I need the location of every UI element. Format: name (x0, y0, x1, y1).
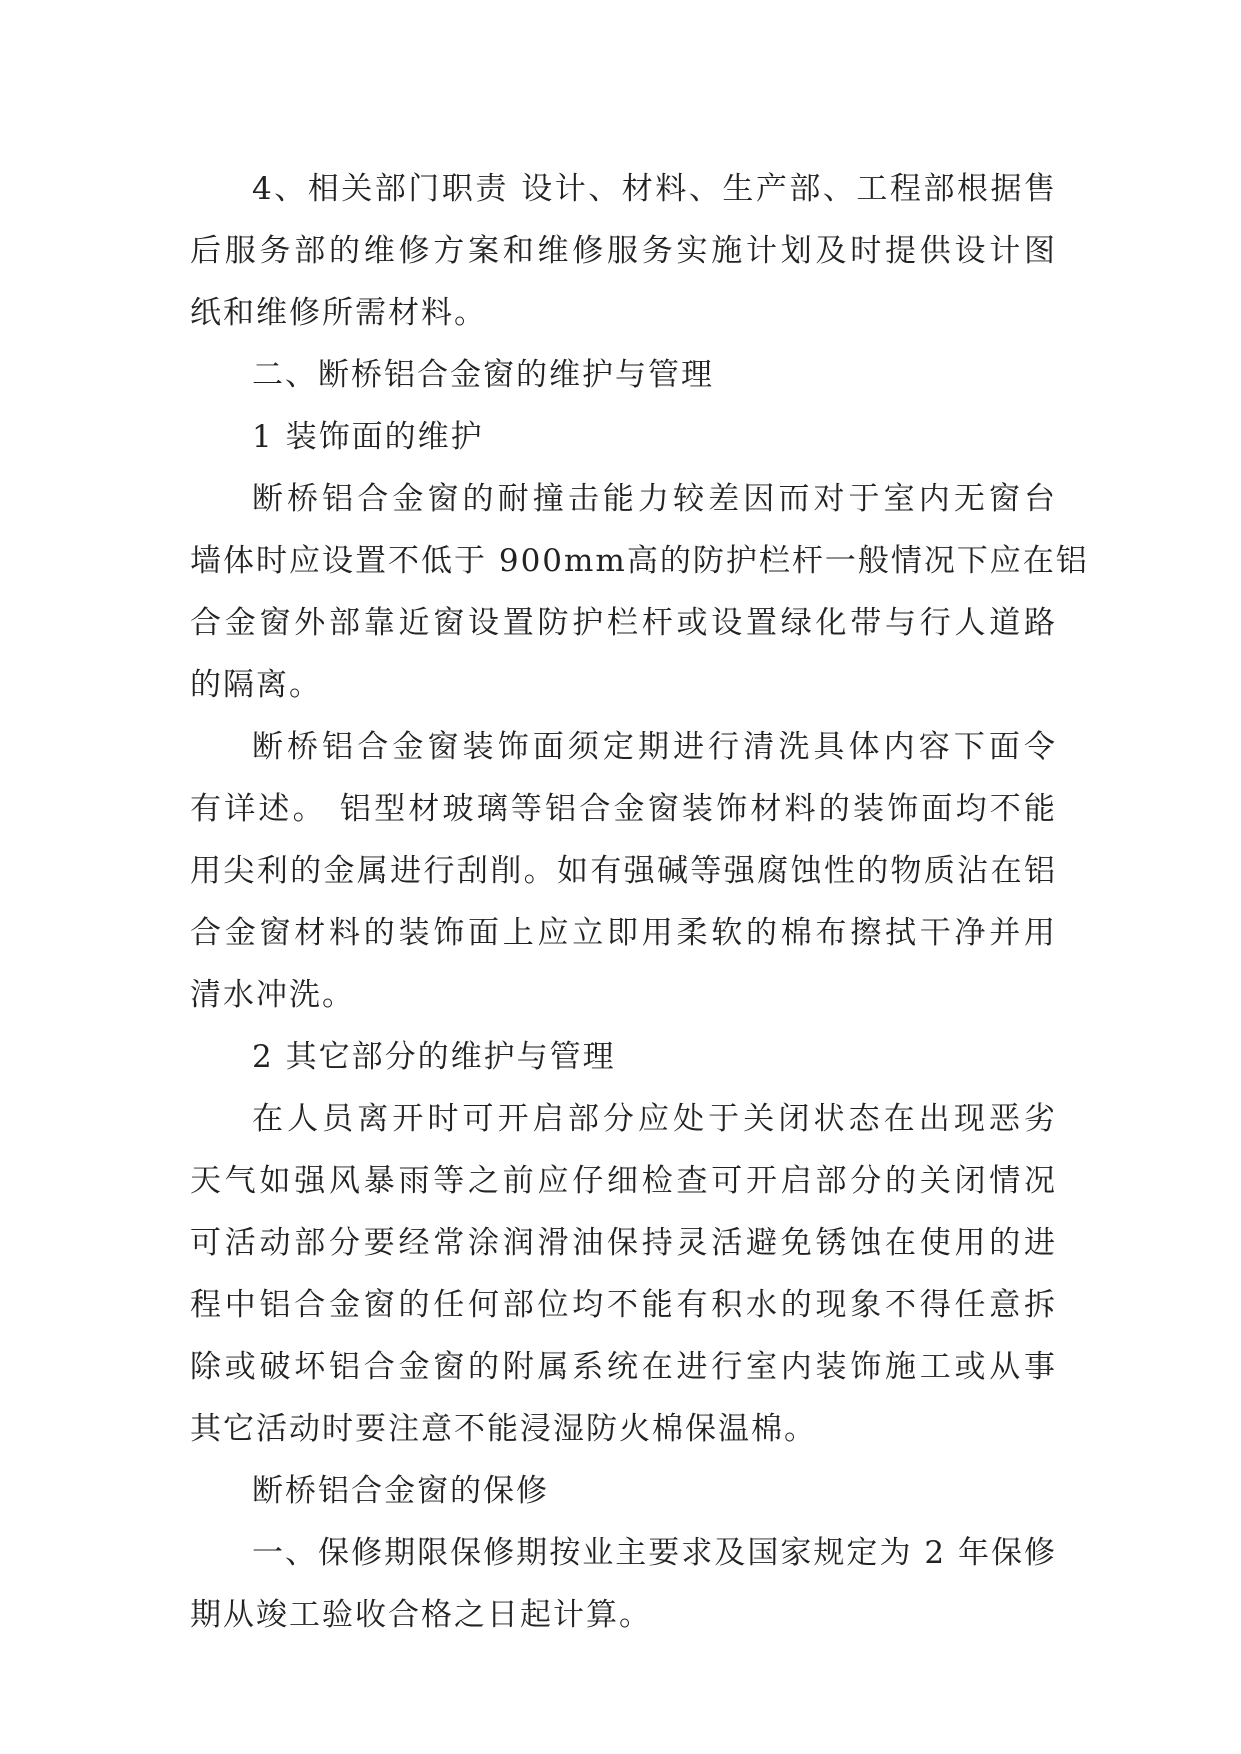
text-line: 1 装饰面的维护 (252, 419, 484, 455)
text-line: 合金窗外部靠近窗设置防护栏杆或设置绿化带与行人道路 (190, 605, 1057, 641)
text-line: 清水冲洗。 (190, 977, 355, 1013)
text-line: 有详述。 铝型材玻璃等铝合金窗装饰材料的装饰面均不能 (190, 791, 1057, 827)
text-line: 合金窗材料的装饰面上应立即用柔软的棉布擦拭干净并用 (190, 915, 1057, 951)
text-line: 在人员离开时可开启部分应处于关闭状态在出现恶劣 (252, 1101, 1057, 1137)
text-line: 期从竣工验收合格之日起计算。 (190, 1597, 652, 1633)
text-line: 4、相关部门职责 设计、材料、生产部、工程部根据售 (252, 171, 1057, 207)
text-line: 2 其它部分的维护与管理 (252, 1039, 616, 1075)
text-line: 墙体时应设置不低于 900mm高的防护栏杆一般情况下应在铝 (190, 543, 1089, 579)
text-line: 的隔离。 (190, 667, 322, 703)
text-line: 断桥铝合金窗的保修 (252, 1473, 549, 1509)
text-line: 除或破坏铝合金窗的附属系统在进行室内装饰施工或从事 (190, 1349, 1057, 1385)
text-line: 后服务部的维修方案和维修服务实施计划及时提供设计图 (190, 233, 1057, 269)
text-line: 用尖利的金属进行刮削。如有强碱等强腐蚀性的物质沾在铝 (190, 853, 1057, 889)
text-line: 程中铝合金窗的任何部位均不能有积水的现象不得任意拆 (190, 1287, 1057, 1323)
text-line: 断桥铝合金窗装饰面须定期进行清洗具体内容下面令 (252, 729, 1057, 765)
text-line: 一、保修期限保修期按业主要求及国家规定为 2 年保修 (252, 1535, 1057, 1571)
text-line: 其它活动时要注意不能浸湿防火棉保温棉。 (190, 1411, 817, 1447)
text-line: 纸和维修所需材料。 (190, 295, 487, 331)
text-line: 二、断桥铝合金窗的维护与管理 (252, 357, 714, 393)
text-line: 可活动部分要经常涂润滑油保持灵活避免锈蚀在使用的进 (190, 1225, 1057, 1261)
text-line: 天气如强风暴雨等之前应仔细检查可开启部分的关闭情况 (190, 1163, 1057, 1199)
text-line: 断桥铝合金窗的耐撞击能力较差因而对于室内无窗台 (252, 481, 1057, 517)
